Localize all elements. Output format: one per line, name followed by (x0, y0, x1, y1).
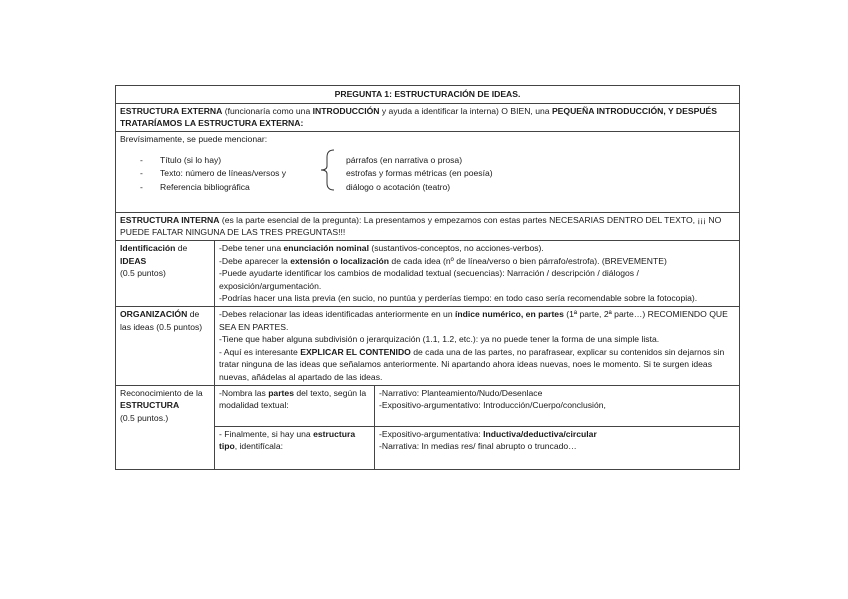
organization-line: - Aquí es interesante EXPLICAR EL CONTENIDO de cada una de las partes, no parafrasear, explicar su contenidos sin dejarnos sin tratar ninguna de las ideas que señalamos anteriormente. Ni apartando ahora ideas nuevas, noes le momento. Si te surgen ideas nuevas, añádelas al apartado de las ideas. (219, 346, 725, 382)
recognition-points: (0.5 puntos.) (120, 412, 169, 423)
ideas-line: -Puede ayudarte identificar los cambios de modalidad textual (secuencias): Narración / descripción / diálogos / exposición/argumentación. (219, 268, 639, 291)
list-item: párrafos (en narrativa o prosa) (346, 154, 463, 165)
recognition-parts-examples (375, 385, 740, 426)
recognition-label (116, 385, 215, 469)
page-title: PREGUNTA 1: ESTRUCTURACIÓN DE IDEAS. (116, 86, 740, 104)
recognition-label-bold: ESTRUCTURA (120, 400, 180, 411)
ideas-label (116, 240, 215, 306)
ideas-label-bold-2: IDEAS (120, 255, 147, 266)
organization-label (116, 306, 215, 385)
ideas-row (116, 240, 740, 306)
ideas-content (215, 240, 740, 306)
recognition-type-cell: - Finalmente, si hay una estructura tipo, identifícala: (215, 426, 375, 469)
ideas-line: -Podrías hacer una lista previa (en sucio, no puntúa y perderías tiempo: en todo caso sería recomendable sobre la fotocopia). (219, 293, 698, 304)
recognition-row-1 (116, 385, 740, 426)
recognition-label-text: Reconocimiento de la (120, 387, 203, 398)
bullet: - (140, 181, 143, 192)
list-item-text: Título (si lo hay) (160, 154, 222, 165)
organization-label-bold: ORGANIZACIÓN (120, 308, 188, 319)
internal-structure-row (116, 212, 740, 240)
brief-right-list (346, 154, 493, 195)
list-item (120, 167, 286, 181)
organization-label-text: de las ideas (0.5 puntos) (120, 308, 203, 332)
document-page (115, 85, 739, 470)
list-item (120, 181, 286, 195)
ideas-label-bold: Identificación (120, 242, 176, 253)
ideas-line: -Debe aparecer la extensión o localización de cada idea (nº de línea/verso o bien párrafo/estrofa). (BREVEMENTE) (219, 255, 667, 266)
brief-left-list (120, 154, 286, 195)
curly-brace-icon (316, 149, 340, 191)
external-small-intro: PEQUEÑA INTRODUCCIÓN, Y DESPUÉS TRATARÍAMOS LA ESTRUCTURA EXTERNA: (120, 105, 717, 129)
organization-line: -Debes relacionar las ideas identificadas anteriormente en un índice numérico, en partes (1ª parte, 2ª parte…) RECOMIENDO QUE SEA EN PARTES. (219, 308, 728, 332)
brief-cell (116, 131, 740, 212)
external-heading: ESTRUCTURA EXTERNA (120, 105, 223, 116)
list-item: -Expositivo-argumentativo: Introducción/Cuerpo/conclusión, (379, 400, 606, 411)
list-item: diálogo o acotación (teatro) (346, 181, 451, 192)
organization-line: -Tiene que haber alguna subdivisión o jerarquización (1.1, 1.2, etc.): ya no puede tener la forma de una simple lista. (219, 334, 660, 345)
ideas-line: -Debe tener una enunciación nominal (sustantivos-conceptos, no acciones-verbos). (219, 242, 544, 253)
internal-structure-cell (116, 212, 740, 240)
title-row (116, 86, 740, 104)
organization-content (215, 306, 740, 385)
list-item: -Narrativa: In medias res/ final abrupto o truncado… (379, 441, 577, 452)
organization-row (116, 306, 740, 385)
bullet: - (140, 168, 143, 179)
external-intro-term: INTRODUCCIÓN (312, 105, 380, 116)
external-text-1: (funcionaría como una (222, 105, 313, 116)
list-item: -Expositivo-argumentativa: Inductiva/deductiva/circular (379, 428, 597, 439)
external-structure-row (116, 103, 740, 131)
recognition-parts-cell: -Nombra las partes del texto, según la modalidad textual: (215, 385, 375, 426)
recognition-type-examples (375, 426, 740, 469)
list-item: -Narrativo: Planteamiento/Nudo/Desenlace (379, 387, 543, 398)
brief-intro: Brevísimamente, se puede mencionar: (120, 133, 268, 144)
external-structure-cell (116, 103, 740, 131)
ideas-label-text: de (175, 242, 188, 253)
ideas-points: (0.5 puntos) (120, 268, 166, 279)
external-text-2: y ayuda a identificar la interna) O BIEN, una (379, 105, 552, 116)
bullet: - (140, 154, 143, 165)
list-item (120, 154, 286, 168)
internal-heading: ESTRUCTURA INTERNA (120, 214, 220, 225)
list-item-text: Texto: número de líneas/versos y (160, 168, 287, 179)
internal-text: (es la parte esencial de la pregunta): La presentamos y empezamos con estas partes NECESARIAS DENTRO DEL TEXTO, ¡¡¡ NO PUEDE FALTAR NINGUNA DE LAS TRES PREGUNTAS!!! (120, 214, 722, 238)
list-item: estrofas y formas métricas (en poesía) (346, 168, 493, 179)
brief-row (116, 131, 740, 212)
list-item-text: Referencia bibliográfica (160, 181, 250, 192)
structure-table (115, 85, 740, 470)
